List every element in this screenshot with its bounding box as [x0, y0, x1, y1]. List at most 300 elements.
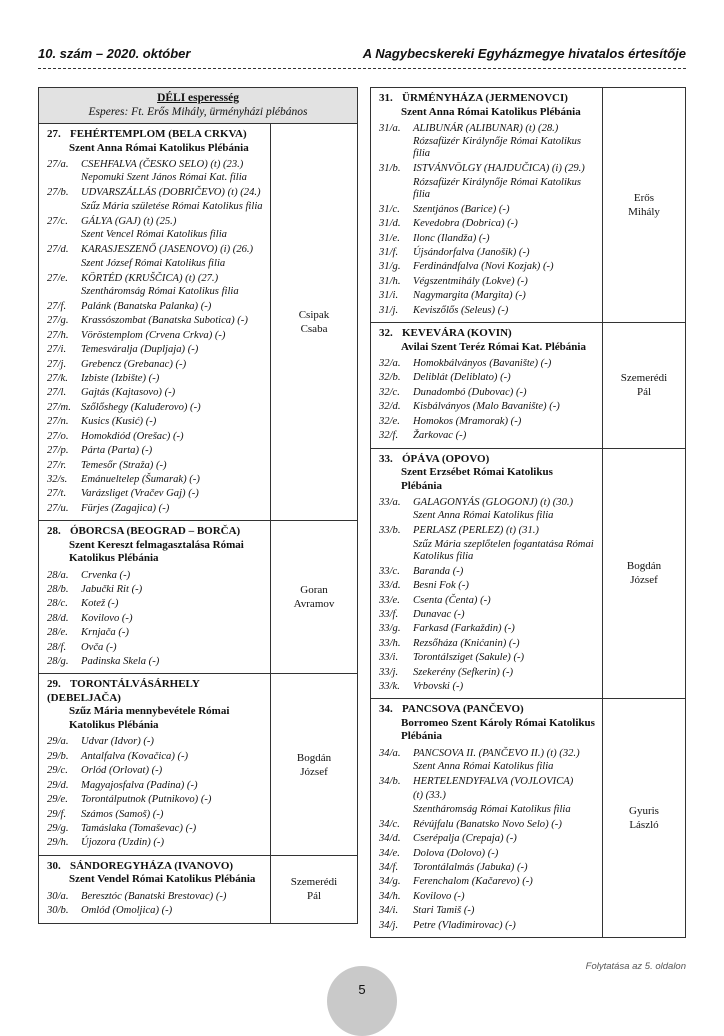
priest-cell: [271, 521, 358, 674]
parish-number: 27.: [47, 128, 61, 140]
parish-name-line: [47, 860, 264, 874]
filia-subtitle: Szent Anna Római Katolikus filia: [413, 510, 554, 522]
priest-second-line: Mihály: [628, 206, 660, 219]
filia-name: Révújfalu (Banatsko Novo Selo) (-): [413, 818, 562, 830]
filia-line: [379, 594, 596, 608]
parish-subtitle: Szent Kereszt felmagasztalása Római Katolikus Plébánia: [69, 538, 244, 565]
filia-item: [47, 793, 264, 807]
filia-code: 28/b.: [47, 584, 69, 596]
filia-name: Ferdinándfalva (Novi Kozjak) (-): [413, 261, 554, 273]
filia-code: 31/a.: [379, 123, 401, 134]
filia-code: 31/b.: [379, 163, 401, 175]
filia-code: 27/o.: [47, 430, 69, 442]
filia-item: [379, 919, 596, 933]
filia-code: 27/m.: [47, 401, 71, 413]
filia-line: [379, 246, 596, 260]
filia-code: 27/i.: [47, 344, 67, 356]
filia-code: 27/j.: [47, 358, 67, 370]
filia-code: 27/h.: [47, 329, 69, 341]
filia-code: 31/j.: [379, 304, 399, 316]
filia-item: [47, 444, 264, 458]
filia-item: [379, 260, 596, 274]
parish-heading: [371, 323, 602, 354]
filia-name: Párta (Parta) (-): [81, 445, 153, 457]
filia-list: [371, 354, 602, 447]
filia-line: [47, 415, 264, 429]
filia-name: Keviszőlős (Seleus) (-): [413, 304, 509, 316]
filia-code: 33/i.: [379, 652, 399, 664]
filia-item: [379, 861, 596, 875]
parish-subtitle: Szűz Mária mennybevétele Római Katolikus Plébánia: [69, 705, 230, 731]
filia-code: 31/i.: [379, 290, 399, 302]
filia-name: Vrbovski (-): [413, 681, 464, 693]
filia-subtitle: Szent Vencel Római Katolikus filia: [81, 229, 227, 241]
priest-first-line: Bogdán: [626, 560, 662, 573]
filia-subtitle: Szentháromság Római Katolikus filia: [81, 286, 239, 298]
deanery-subtitle: Esperes: Ft. Erős Mihály, ürményházi plébános: [88, 106, 308, 118]
filia-name: Kotež (-): [81, 598, 119, 610]
filia-item: [47, 473, 264, 487]
filia-code: 29/f.: [47, 808, 67, 820]
publication-title: A Nagybecskereki Egyházmegye hivatalos értesítője: [362, 46, 686, 61]
filia-item: [47, 300, 264, 314]
filia-item: [379, 818, 596, 832]
parish-number: 31.: [379, 92, 393, 104]
filia-code: 29/a.: [47, 736, 69, 748]
filia-line: [47, 569, 264, 583]
parish-row: [371, 448, 686, 699]
filia-name: Számos (Samoš) (-): [81, 808, 164, 820]
deanery-title-cell: [39, 88, 358, 124]
filia-code: 28/c.: [47, 598, 68, 610]
filia-line: [47, 300, 264, 314]
filia-code: 28/a.: [47, 569, 69, 581]
filia-code: 30/b.: [47, 905, 69, 917]
filia-name: Szőlőshegy (Kaluđerovo) (-): [81, 401, 201, 413]
filia-line: [379, 832, 596, 846]
priest-second-line: József: [300, 765, 328, 778]
filia-item: [379, 203, 596, 217]
parish-row: [371, 88, 686, 323]
filia-item: [47, 641, 264, 655]
filia-code: 31/h.: [379, 275, 401, 287]
filia-item: [379, 289, 596, 303]
filia-code: 33/d.: [379, 580, 401, 592]
parish-row: [39, 674, 358, 855]
filia-item: [47, 272, 264, 300]
filia-subtitle: Szent József Római Katolikus filia: [81, 257, 226, 269]
filia-name: Orlód (Orlovat) (-): [81, 765, 163, 777]
filia-item: [379, 775, 596, 803]
filia-item: [379, 217, 596, 231]
filia-name: Kovilovo (-): [413, 890, 465, 902]
parish-name-line: [379, 703, 596, 717]
right-column: [370, 87, 685, 938]
priest-second-line: László: [629, 819, 659, 832]
filia-line: [47, 641, 264, 655]
filia-name: Rezsőháza (Knićanin) (-): [413, 637, 520, 649]
parish-subtitle: Szent Anna Római Katolikus Plébánia: [69, 141, 249, 154]
filia-line: [379, 232, 596, 246]
filia-code: 29/b.: [47, 750, 69, 762]
filia-item: [47, 158, 264, 186]
filia-name: GÁLYA (GAJ) (t) (25.): [81, 215, 177, 227]
parish-name: KEVEVÁRA (KOVIN): [402, 327, 512, 340]
filia-item: [379, 275, 596, 289]
filia-code: 31/e.: [379, 232, 400, 244]
filia-item: [47, 904, 264, 918]
filia-line: [47, 372, 264, 386]
parish-cell: [39, 124, 271, 521]
filia-line: [47, 502, 264, 516]
filia-code: 29/g.: [47, 822, 69, 834]
filia-item: [379, 429, 596, 443]
filia-item: [379, 496, 596, 524]
filia-item: [47, 314, 264, 328]
filia-name: Padinska Skela (-): [81, 656, 160, 668]
priest-first-line: Csipak: [298, 309, 330, 322]
filia-code: 31/f.: [379, 247, 399, 259]
filia-item: [47, 890, 264, 904]
filia-item: [47, 764, 264, 778]
parish-name-line: [379, 92, 596, 106]
parish-cell: [371, 448, 603, 699]
filia-item: [379, 747, 596, 775]
filia-line: [379, 415, 596, 429]
filia-name: Farkasd (Farkaždin) (-): [413, 623, 515, 635]
filia-name: Grebencz (Grebanac) (-): [81, 358, 187, 370]
filia-subtitle: Szentháromság Római Katolikus filia: [413, 803, 571, 815]
parish-heading: [371, 449, 602, 494]
filia-item: [379, 162, 596, 202]
filia-line: [47, 401, 264, 415]
filia-line: [47, 808, 264, 822]
parish-name: ÜRMÉNYHÁZA (JERMENOVCI): [402, 92, 568, 104]
filia-item: [379, 666, 596, 680]
filia-name: Krassószombat (Banatska Subotica) (-): [81, 315, 248, 327]
filia-subtitle: Szent Anna Római Katolikus filia: [413, 761, 554, 773]
filia-line: [47, 459, 264, 473]
parish-cell: [39, 521, 271, 674]
filia-list: [39, 887, 270, 923]
filia-item: [47, 502, 264, 516]
filia-code: 29/d.: [47, 779, 69, 791]
filia-item: [47, 459, 264, 473]
filia-line: [47, 904, 264, 918]
filia-name: Omlód (Omoljica) (-): [81, 905, 173, 917]
priest-second-line: József: [630, 574, 658, 587]
filia-code: 29/c.: [47, 765, 68, 777]
filia-line: [379, 260, 596, 274]
filia-subtitle: (t) (33.): [413, 789, 446, 801]
filia-name: Kusics (Kusić) (-): [81, 416, 157, 428]
filia-name: Temesőr (Straža) (-): [81, 459, 167, 471]
left-column: [38, 87, 357, 924]
filia-line: [47, 215, 264, 229]
running-header: [38, 46, 686, 68]
filia-item: [379, 608, 596, 622]
filia-code: 27/d.: [47, 244, 69, 256]
filia-item: [47, 735, 264, 749]
filia-name: PERLASZ (PERLEZ) (t) (31.): [413, 525, 539, 537]
left-parish-table: [38, 87, 358, 924]
filia-item: [47, 372, 264, 386]
priest-first-line: Gyuris: [629, 805, 659, 818]
filia-item: [379, 904, 596, 918]
filia-line: [47, 735, 264, 749]
continued-note: Folytatása az 5. oldalon: [585, 961, 686, 972]
filia-name: Torontálalmás (Jabuka) (-): [413, 862, 528, 873]
filia-name: Dunavac (-): [413, 609, 465, 621]
parish-row: [371, 323, 686, 448]
filia-name: KARASJESZENŐ (JASENOVO) (i) (26.): [81, 244, 254, 256]
filia-code: 27/b.: [47, 187, 69, 199]
filia-line: [47, 158, 264, 172]
filia-name: Homokbálványos (Bavanište) (-): [413, 358, 552, 370]
filia-line: [379, 524, 596, 538]
priest-second-line: Csaba: [300, 323, 328, 336]
filia-code: 33/e.: [379, 594, 400, 606]
filia-line: [47, 750, 264, 764]
parish-number: 32.: [379, 327, 393, 340]
filia-code: 34/d.: [379, 833, 401, 845]
parish-cell: [39, 674, 271, 855]
parish-heading: [39, 521, 270, 566]
filia-line: [47, 314, 264, 328]
filia-line: [47, 597, 264, 611]
filia-item: [379, 622, 596, 636]
filia-name: Crvenka (-): [81, 569, 131, 581]
filia-subtitle: Rózsafüzér Királynője Római Katolikus filia: [413, 136, 582, 160]
filia-item: [379, 357, 596, 371]
priest-cell: [271, 124, 358, 521]
filia-line: [47, 386, 264, 400]
filia-name: Homokos (Mramorak) (-): [413, 415, 522, 427]
parish-name-line: [47, 678, 264, 705]
parish-number: 34.: [379, 703, 393, 716]
filia-name: Petre (Vladimirovac) (-): [413, 919, 516, 931]
priest-first-line: Goran: [300, 584, 328, 597]
parish-name: TORONTÁLVÁSÁRHELY (DEBELJAČA): [47, 678, 200, 704]
parish-number: 30.: [47, 859, 61, 872]
parish-number: 33.: [379, 452, 393, 465]
filia-code: 33/k.: [379, 681, 400, 693]
filia-line: [379, 919, 596, 933]
priest-first-line: Szemerédi: [620, 372, 668, 385]
filia-code: 27/u.: [47, 502, 69, 514]
filia-name: Temesváralja (Dupljaja) (-): [81, 344, 199, 356]
filia-item: [47, 243, 264, 271]
filia-line: [379, 122, 596, 136]
filia-code: 32/a.: [379, 358, 401, 370]
filia-code: 34/a.: [379, 747, 401, 759]
filia-line: [47, 583, 264, 597]
filia-code: 32/b.: [379, 372, 401, 384]
filia-item: [379, 832, 596, 846]
filia-name: Besni Fok (-): [413, 580, 469, 592]
filia-item: [379, 594, 596, 608]
filia-list: [39, 566, 270, 674]
parish-subtitle: Avilai Szent Teréz Római Kat. Plébánia: [401, 340, 586, 353]
page-number: 5: [358, 982, 366, 997]
parish-subtitle: Szent Vendel Római Katolikus Plébánia: [69, 873, 256, 886]
filia-code: 27/r.: [47, 459, 67, 471]
priest-cell: [603, 699, 686, 938]
filia-item: [379, 371, 596, 385]
filia-line: [47, 487, 264, 501]
filia-item: [47, 655, 264, 669]
filia-code: 32/f.: [379, 430, 399, 442]
parish-cell: [371, 88, 603, 323]
filia-item: [379, 890, 596, 904]
filia-name: Újsándorfalva (Janošik) (-): [413, 247, 530, 259]
filia-line: [47, 836, 264, 850]
filia-item: [379, 651, 596, 665]
filia-item: [379, 579, 596, 593]
filia-name: Deliblát (Deliblato) (-): [413, 372, 511, 384]
filia-line: [379, 875, 596, 889]
filia-line: [379, 847, 596, 861]
filia-code: 33/j.: [379, 666, 399, 678]
filia-line: [379, 371, 596, 385]
filia-name: Végszentmihály (Lokve) (-): [413, 275, 528, 287]
filia-name: GALAGONYÁS (GLOGONJ) (t) (30.): [413, 497, 574, 508]
filia-subtitle: Szűz Mária születése Római Katolikus filia: [81, 200, 263, 212]
filia-line: [47, 890, 264, 904]
filia-code: 28/f.: [47, 641, 67, 653]
filia-code: 34/j.: [379, 919, 399, 931]
filia-line: [379, 818, 596, 832]
filia-code: 28/d.: [47, 612, 69, 624]
filia-subtitle: Rózsafüzér Királynője Római Katolikus filia: [413, 176, 582, 200]
parish-name: SÁNDOREGYHÁZA (IVANOVO): [70, 859, 234, 872]
parish-cell: [371, 699, 603, 938]
priest-cell: [271, 674, 358, 855]
filia-list: [371, 493, 602, 698]
filia-list: [39, 732, 270, 854]
filia-code: 33/b.: [379, 525, 401, 537]
priest-first-line: Szemerédi: [290, 876, 338, 889]
filia-code: 34/f.: [379, 862, 399, 873]
filia-name: ISTVÁNVÖLGY (HAJDUČICA) (i) (29.): [413, 163, 585, 175]
filia-code: 27/c.: [47, 215, 68, 227]
priest-cell: [603, 323, 686, 448]
filia-item: [379, 524, 596, 564]
filia-name: Cserépalja (Crepaja) (-): [413, 833, 517, 845]
page-number-circle: [327, 966, 397, 1036]
parish-name-line: [379, 453, 596, 467]
filia-name: Baranda (-): [413, 565, 464, 577]
parish-row: [39, 521, 358, 674]
filia-code: 33/c.: [379, 565, 400, 577]
filia-item: [379, 804, 596, 818]
parish-name: FEHÉRTEMPLOM (BELA CRKVA): [70, 128, 247, 140]
filia-code: 29/h.: [47, 837, 69, 849]
filia-name: Palánk (Banatska Palanka) (-): [81, 301, 212, 313]
filia-name: Tamáslaka (Tomaševac) (-): [81, 822, 197, 834]
filia-name: Antalfalva (Kovačica) (-): [81, 750, 189, 762]
filia-list: [371, 119, 602, 322]
filia-item: [47, 583, 264, 597]
parish-row: [39, 855, 358, 923]
parish-heading: [39, 856, 270, 887]
priest-second-line: Pál: [636, 386, 652, 399]
filia-item: [47, 750, 264, 764]
parish-cell: [371, 323, 603, 448]
filia-item: [47, 358, 264, 372]
filia-line: [379, 565, 596, 579]
filia-item: [47, 329, 264, 343]
filia-code: 32/c.: [379, 386, 400, 398]
filia-item: [379, 246, 596, 260]
filia-line: [379, 904, 596, 918]
filia-line: [379, 775, 596, 789]
filia-code: 27/g.: [47, 315, 69, 327]
filia-line: [47, 358, 264, 372]
filia-list: [371, 744, 602, 937]
filia-line: [379, 579, 596, 593]
filia-line: [379, 203, 596, 217]
filia-name: Csenta (Čenta) (-): [413, 594, 491, 606]
filia-code: 32/d.: [379, 401, 401, 413]
filia-code: 27/a.: [47, 159, 69, 170]
filia-line: [379, 861, 596, 875]
filia-name: Szentjános (Barice) (-): [413, 203, 510, 215]
filia-code: 27/f.: [47, 301, 67, 313]
filia-name: Kovilovo (-): [81, 612, 133, 624]
filia-item: [379, 400, 596, 414]
priest-first-line: Bogdán: [296, 751, 332, 764]
parish-number: 29.: [47, 678, 61, 691]
filia-item: [379, 386, 596, 400]
filia-code: 34/e.: [379, 847, 400, 859]
filia-name: KÖRTÉD (KRUŠČICA) (t) (27.): [81, 272, 219, 284]
filia-line: [47, 430, 264, 444]
filia-code: 34/h.: [379, 890, 401, 902]
filia-name: Gajtás (Kajtasovo) (-): [81, 387, 176, 399]
priest-second-line: Pál: [306, 890, 322, 903]
header-rule: [38, 68, 686, 69]
parish-name-line: [47, 128, 264, 142]
filia-line: [379, 162, 596, 176]
filia-line: [47, 655, 264, 669]
filia-code: 27/k.: [47, 373, 68, 385]
filia-line: [47, 764, 264, 778]
filia-name: PANCSOVA II. (PANČEVO II.) (t) (32.): [413, 747, 580, 759]
priest-first-line: Erős: [633, 192, 655, 205]
filia-line: [379, 357, 596, 371]
filia-name: Ferenchalom (Kačarevo) (-): [413, 876, 533, 888]
filia-line: [379, 429, 596, 443]
filia-code: 32/e.: [379, 415, 400, 427]
filia-name: Emánueltelep (Šumarak) (-): [81, 473, 200, 485]
filia-code: 27/l.: [47, 387, 67, 399]
filia-code: 30/a.: [47, 890, 69, 902]
filia-item: [379, 875, 596, 889]
filia-name: Jabučki Rit (-): [81, 584, 143, 596]
filia-item: [47, 186, 264, 214]
filia-line: [47, 779, 264, 793]
filia-code: 27/p.: [47, 445, 69, 457]
filia-name: ALIBUNÁR (ALIBUNAR) (t) (28.): [413, 123, 559, 134]
filia-item: [379, 565, 596, 579]
filia-line: [47, 793, 264, 807]
filia-line: [379, 651, 596, 665]
filia-name: Torontálsziget (Sakule) (-): [413, 652, 525, 664]
parish-subtitle: Szent Anna Római Katolikus Plébánia: [401, 105, 581, 118]
filia-code: 34/b.: [379, 776, 401, 788]
parish-name: PANCSOVA (PANČEVO): [402, 703, 524, 716]
